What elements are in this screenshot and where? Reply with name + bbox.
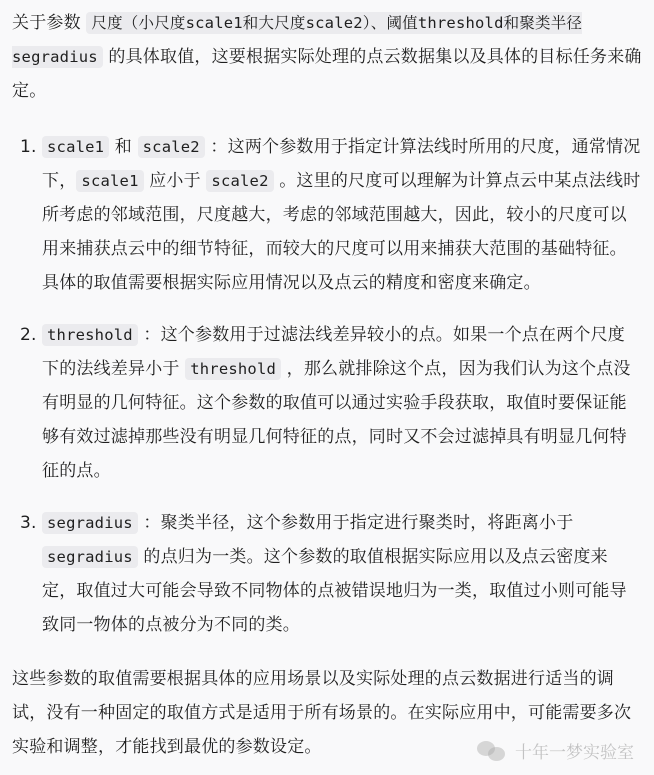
list-number: 3. bbox=[20, 513, 37, 533]
watermark bbox=[477, 738, 634, 763]
list-item-text bbox=[42, 506, 642, 642]
document-body bbox=[12, 6, 642, 764]
list-text: ：聚类半径，这个参数用于指定进行聚类时，将距离小于 bbox=[137, 513, 574, 533]
wechat-icon bbox=[477, 739, 507, 763]
list-text: 的点归为一类。这个参数的取值根据实际应用以及点云密度来定，取值过大可能会导致不同物体的点被错误地归为一类，取值过小则可能导致同一物体的点被分为不同的类。 bbox=[42, 547, 627, 635]
list-text: 。这里的尺度可以理解为计算点云中某点法线时所考虑的邻域范围，尺度越大，考虑的邻域范围越大，因此，较小的尺度可以用来捕获点云中的细节特征，而较大的尺度可以用来捕获大范围的基础特征。具体的取值需要根据实际应用情况以及点云的精度和密度来确定。 bbox=[42, 171, 641, 293]
outro-paragraph: 这些参数的取值需要根据具体的应用场景以及实际处理的点云数据进行适当的调试，没有一种固定的取值方式是适用于所有场景的。在实际应用中，可能需要多次实验和调整，才能找到最优的参数设定。 bbox=[12, 669, 632, 757]
list-text: ，那么就排除这个点，因为我们认为这个点没有明显的几何特征。这个参数的取值可以通过实验手段获取，取值时要保证能够有效过滤掉那些没有明显几何特征的点，同时又不会过滤掉具有明显几何特征的点。 bbox=[42, 359, 631, 481]
intro-text-2: 的具体取值，这要根据实际处理的点云数据集以及具体的目标任务来确定。 bbox=[12, 47, 642, 101]
inline-code-scale1: scale1 bbox=[42, 136, 109, 158]
inline-code-scale2: scale2 bbox=[138, 136, 205, 158]
inline-code-segradius: segradius bbox=[42, 512, 138, 534]
list-item-1 bbox=[12, 130, 642, 300]
inline-code-segradius: segradius bbox=[42, 546, 138, 568]
intro-paragraph bbox=[12, 6, 642, 108]
intro-inline-code: 尺度（小尺度scale1和大尺度scale2）、阈值threshold和聚类半径segradius bbox=[12, 14, 583, 66]
inline-code-threshold: threshold bbox=[185, 358, 281, 380]
list-item-2 bbox=[12, 318, 642, 488]
list-number: 1. bbox=[20, 137, 37, 157]
list-item-text bbox=[42, 318, 642, 488]
list-text: 应小于 bbox=[143, 171, 207, 191]
list-text: ：这个参数用于过滤法线差异较小的点。如果一个点在两个尺度下的法线差异小于 bbox=[42, 325, 625, 379]
list-number: 2. bbox=[20, 325, 37, 345]
watermark-text: 十年一梦实验室 bbox=[515, 743, 634, 763]
list-item-3 bbox=[12, 506, 642, 642]
intro-text-1: 关于参数 bbox=[12, 13, 87, 33]
list-item-text bbox=[42, 130, 642, 300]
inline-code-scale1: scale1 bbox=[76, 170, 143, 192]
inline-code-scale2: scale2 bbox=[206, 170, 273, 192]
list-text: 和 bbox=[109, 137, 138, 157]
list-text: ：这两个参数用于指定计算法线时所用的尺度，通常情况下， bbox=[42, 137, 641, 191]
inline-code-threshold: threshold bbox=[42, 324, 138, 346]
